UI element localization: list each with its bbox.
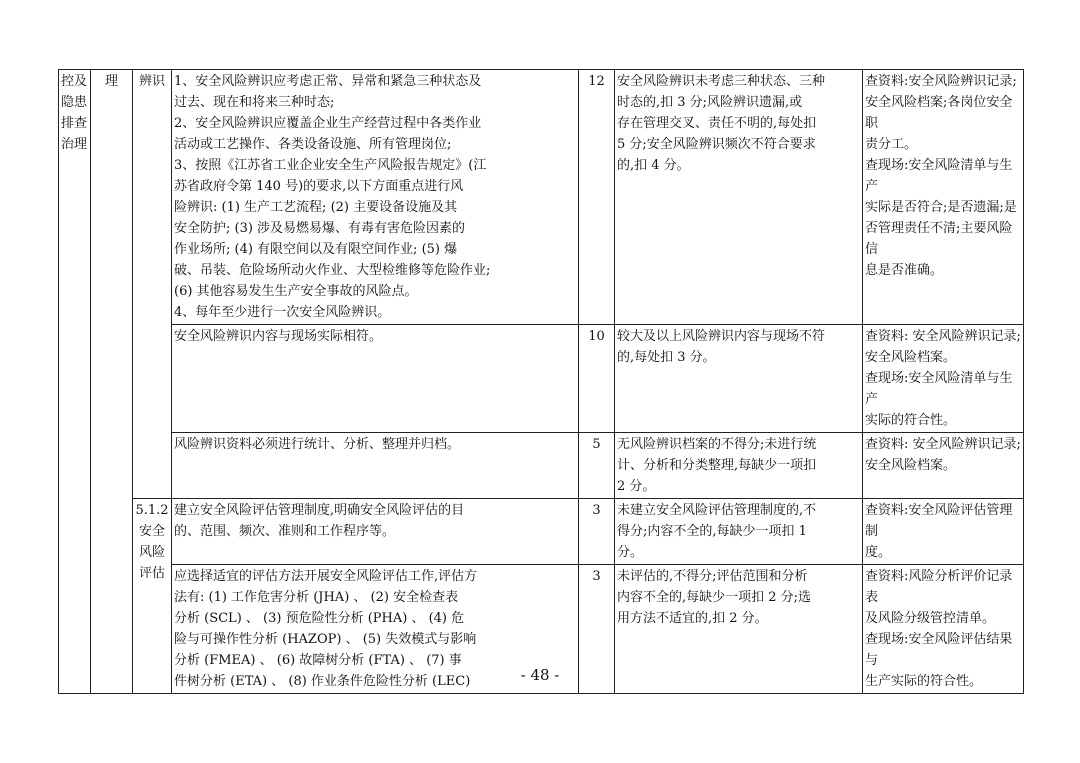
text-line: 活动或工艺操作、各类设备设施、所有管理岗位; [174, 137, 452, 152]
text-line: 分。 [617, 545, 644, 560]
text-line: 安全风险档案;各岗位安全职 [865, 95, 1013, 131]
text-line: 生产实际的符合性。 [865, 674, 983, 689]
text-line: 较大及以上风险辨识内容与现场不符 [617, 329, 826, 344]
text-line: 责分工。 [865, 137, 918, 152]
text-line: 5 [592, 437, 601, 452]
text-line: 理 [104, 74, 118, 89]
text-line: 未评估的,不得分;评估范围和分析 [617, 569, 808, 584]
text-line: 3 [592, 569, 601, 584]
category-cell [59, 70, 91, 694]
content-cell [172, 325, 579, 433]
text-line: 查资料: 安全风险辨识记录; [865, 437, 1021, 452]
text-line: 查现场:安全风险评估结果与 [865, 632, 1013, 668]
text-line: 用方法不适宜的,扣 2 分。 [617, 611, 768, 626]
text-line: 得分;内容不全的,每缺少一项扣 1 [617, 524, 807, 539]
content-cell [172, 70, 579, 325]
text-line: 治理 [61, 137, 88, 152]
text-line: 分析 (SCL) 、 (3) 预危险性分析 (PHA) 、 (4) 危 [174, 611, 465, 626]
text-line: 安全风险档案。 [865, 458, 957, 473]
text-line: 查资料: 安全风险辨识记录; [865, 329, 1021, 344]
text-line: 的、范围、频次、准则和工作程序等。 [174, 524, 396, 539]
text-line: 及风险分级管控清单。 [865, 611, 996, 626]
text-line: 法有: (1) 工作危害分析 (JHA) 、 (2) 安全检查表 [174, 590, 459, 605]
page-number: - 48 - [520, 666, 560, 684]
text-line: 安全防护; (3) 涉及易燃易爆、有毒有害危险因素的 [174, 221, 466, 236]
text-line: 过去、现在和将来三种时态; [174, 95, 335, 110]
deduction-cell [615, 70, 863, 325]
text-line: 安全风险辨识未考虑三种状态、三种 [617, 74, 826, 89]
method-cell [863, 70, 1024, 325]
content-cell [172, 499, 579, 565]
text-line: 辨识 [138, 74, 165, 89]
method-cell [863, 433, 1024, 499]
text-line: 计、分析和分类整理,每缺少一项扣 [617, 458, 817, 473]
score-cell [579, 499, 615, 565]
text-line: 安全 [138, 524, 165, 539]
text-line: 隐患 [61, 95, 88, 110]
text-line: 苏省政府令第 140 号)的要求,以下方面重点进行风 [174, 179, 464, 194]
text-line: 3、按照《江苏省工业企业安全生产风险报告规定》(江 [174, 158, 487, 173]
text-line: 2、安全风险辨识应覆盖企业生产经营过程中各类作业 [174, 116, 482, 131]
text-line: 内容不全的,每缺少一项扣 2 分;选 [617, 590, 812, 605]
text-line: 5 分;安全风险辨识频次不符合要求 [617, 137, 816, 152]
text-line: 件树分析 (ETA) 、 (8) 作业条件危险性分析 (LEC) [174, 674, 471, 689]
score-cell [579, 433, 615, 499]
content-cell [172, 433, 579, 499]
text-line: 时态的,扣 3 分;风险辨识遗漏,或 [617, 95, 803, 110]
text-line: 查现场:安全风险清单与生产 [865, 158, 1013, 194]
text-line: 2 分。 [617, 479, 656, 494]
text-line: 实际是否符合;是否遗漏;是 [865, 200, 1017, 215]
text-line: 否管理责任不清;主要风险信 [865, 221, 1013, 257]
text-line: 风险 [138, 545, 165, 560]
score-cell [579, 325, 615, 433]
text-line: 息是否准确。 [865, 263, 944, 278]
text-line: 12 [588, 74, 605, 89]
score-cell [579, 70, 615, 325]
text-line: (6) 其他容易发生生产安全事故的风险点。 [174, 284, 418, 299]
item-label-identification [133, 70, 172, 499]
text-line: 建立安全风险评估管理制度,明确安全风险评估的目 [174, 503, 465, 518]
text-line: 查资料:风险分析评价记录表 [865, 569, 1013, 605]
deduction-cell [615, 499, 863, 565]
text-line: 评估 [138, 566, 165, 581]
standard-table [58, 69, 1024, 694]
item-label-risk-assessment [133, 499, 172, 694]
text-line: 1、安全风险辨识应考虑正常、异常和紧急三种状态及 [174, 74, 482, 89]
text-line: 查资料:安全风险辨识记录; [865, 74, 1017, 89]
text-line: 3 [592, 503, 601, 518]
text-line: 险辨识: (1) 生产工艺流程; (2) 主要设备设施及其 [174, 200, 458, 215]
text-line: 的,每处扣 3 分。 [617, 350, 716, 365]
deduction-cell [615, 433, 863, 499]
text-line: 的,扣 4 分。 [617, 158, 690, 173]
text-line: 查现场:安全风险清单与生产 [865, 371, 1013, 407]
text-line: 无风险辨识档案的不得分;未进行统 [617, 437, 817, 452]
sub-category-cell [91, 70, 133, 694]
deduction-cell [615, 325, 863, 433]
text-line: 4、每年至少进行一次安全风险辨识。 [174, 305, 391, 320]
text-line: 应选择适宜的评估方法开展安全风险评估工作,评估方 [174, 569, 478, 584]
method-cell [863, 325, 1024, 433]
text-line: 分析 (FMEA) 、 (6) 故障树分析 (FTA) 、 (7) 事 [174, 653, 462, 668]
text-line: 排查 [61, 116, 88, 131]
text-line: 度。 [865, 545, 892, 560]
text-line: 存在管理交叉、责任不明的,每处扣 [617, 116, 817, 131]
method-cell [863, 499, 1024, 565]
text-line: 5.1.2 [135, 503, 169, 518]
text-line: 未建立安全风险评估管理制度的,不 [617, 503, 817, 518]
text-line: 实际的符合性。 [865, 413, 957, 428]
text-line: 10 [588, 329, 605, 344]
text-line: 作业场所; (4) 有限空间以及有限空间作业; (5) 爆 [174, 242, 458, 257]
text-line: 安全风险档案。 [865, 350, 957, 365]
text-line: 风险辨识资料必须进行统计、分析、整理并归档。 [174, 437, 461, 452]
text-line: 查资料:安全风险评估管理制 [865, 503, 1013, 539]
text-line: 破、吊装、危险场所动火作业、大型检维修等危险作业; [174, 263, 491, 278]
text-line: 控及 [61, 74, 88, 89]
text-line: 险与可操作性分析 (HAZOP) 、 (5) 失效模式与影响 [174, 632, 477, 647]
text-line: 安全风险辨识内容与现场实际相符。 [174, 329, 383, 344]
